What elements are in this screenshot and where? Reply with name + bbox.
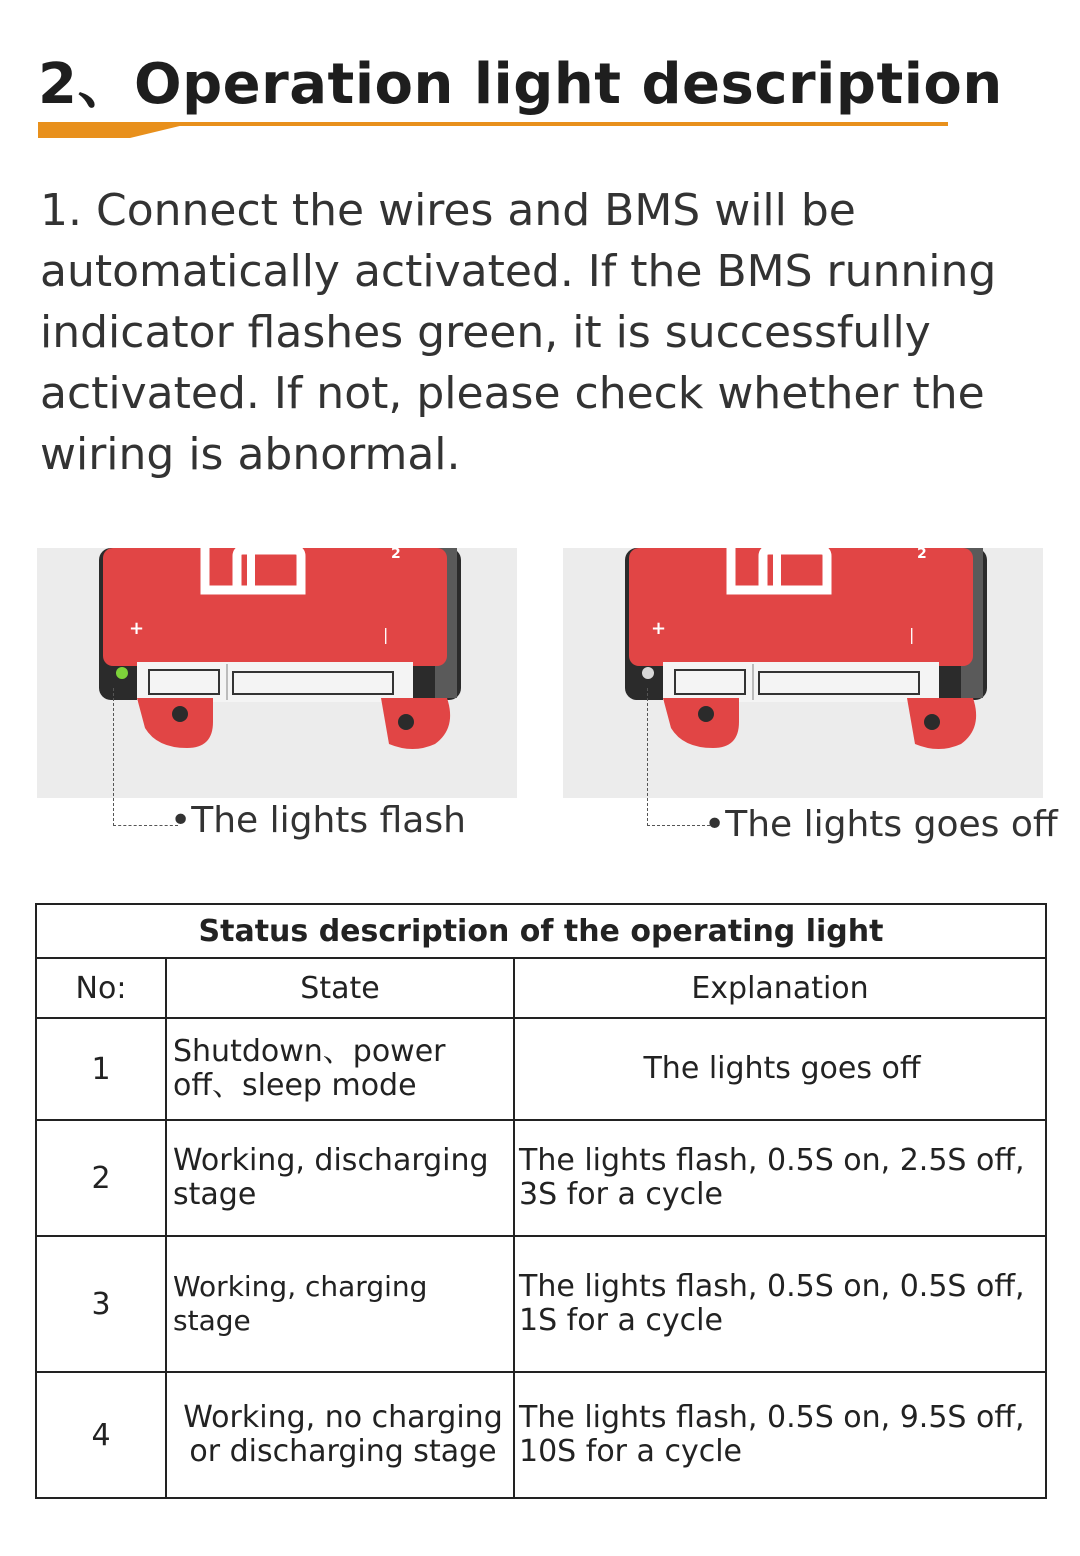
underline-accent-wedge	[38, 124, 188, 138]
row-state: Working, charging stage	[166, 1236, 514, 1372]
row-number: 4	[36, 1372, 166, 1498]
intro-paragraph: 1. Connect the wires and BMS will be automatically activated. If the BMS running indicator flashes green, it is successfully activated. If not, please check whether the wiring is abnormal.	[40, 185, 997, 480]
row-number: 1	[36, 1018, 166, 1120]
corner-mark: 2	[917, 548, 927, 562]
status-table	[35, 903, 1047, 1499]
table-row	[36, 1236, 1046, 1372]
page-title: 2、Operation light description	[38, 52, 1003, 117]
column-header-explanation: Explanation	[514, 958, 1046, 1018]
column-header-state: State	[166, 958, 514, 1018]
row-explanation: The lights flash, 0.5S on, 2.5S off, 3S for a cycle	[514, 1120, 1046, 1236]
row-explanation: The lights flash, 0.5S on, 0.5S off, 1S for a cycle	[514, 1236, 1046, 1372]
board-red-cover	[103, 548, 447, 666]
row-state: Working, discharging stage	[166, 1120, 514, 1236]
table-row	[36, 1018, 1046, 1120]
caption-text: The lights flash	[191, 800, 466, 841]
board-red-cover	[629, 548, 973, 666]
leader-line-left	[113, 688, 178, 826]
column-header-no: No:	[36, 958, 166, 1018]
table-row	[36, 1120, 1046, 1236]
table-header-row	[36, 958, 1046, 1018]
plus-mark: +	[651, 618, 667, 639]
row-state: Working, no charging or discharging stage	[166, 1372, 514, 1498]
row-explanation: The lights goes off	[514, 1018, 1046, 1120]
corner-mark: 2	[391, 548, 401, 562]
connector-strip	[137, 662, 413, 702]
title-underline	[38, 118, 948, 140]
caption-lights-flash: •The lights flash	[170, 800, 466, 841]
running-led-off	[642, 667, 654, 679]
minus-mark: |	[909, 625, 915, 644]
table-row	[36, 1372, 1046, 1498]
row-number: 3	[36, 1236, 166, 1372]
bms-photo-light-on	[37, 548, 517, 798]
plus-mark: +	[129, 618, 145, 639]
caption-lights-off: •The lights goes off	[704, 804, 1058, 845]
mount-tab-right	[381, 698, 450, 749]
table-title: Status description of the operating light	[36, 904, 1046, 958]
row-number: 2	[36, 1120, 166, 1236]
caption-text: The lights goes off	[725, 804, 1058, 845]
bms-photo-light-off	[563, 548, 1043, 798]
row-explanation: The lights flash, 0.5S on, 9.5S off, 10S for a cycle	[514, 1372, 1046, 1498]
minus-mark: |	[383, 625, 389, 644]
leader-line-right	[647, 688, 710, 826]
running-led-lit	[116, 667, 128, 679]
mount-tab-right	[907, 698, 976, 749]
row-state: Shutdown、power off、sleep mode	[166, 1018, 514, 1120]
